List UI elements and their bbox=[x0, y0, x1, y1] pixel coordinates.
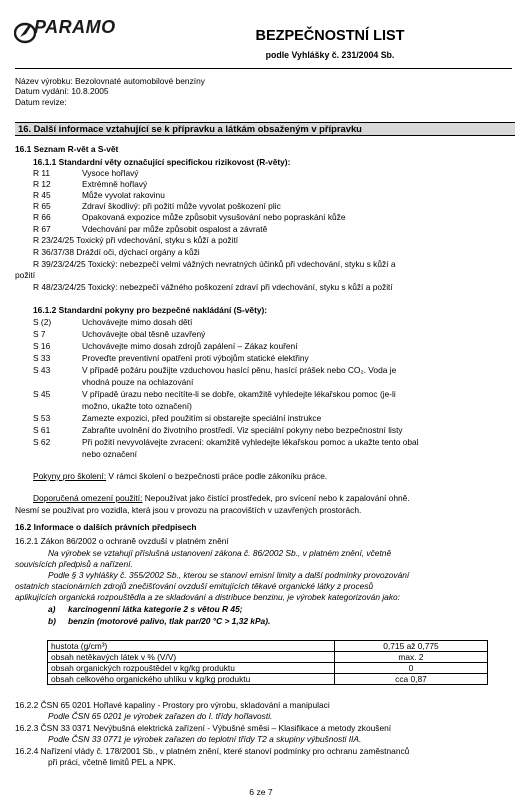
s-code: S 62 bbox=[33, 437, 51, 447]
heading-16-2: 16.2 Informace o dalších právních předpisech bbox=[15, 522, 197, 532]
property-value: 0 bbox=[335, 663, 488, 674]
r-code: R 45 bbox=[33, 190, 51, 200]
document-meta bbox=[15, 76, 205, 107]
r-combined: R 39/23/24/25 Toxický: nebezpečí velmi vážných nevratných účinků při vdechování, styku s kůží a bbox=[33, 259, 396, 269]
s-text: nebo označení bbox=[82, 449, 137, 459]
property-value: cca 0,87 bbox=[335, 674, 488, 685]
table-row bbox=[48, 663, 488, 674]
heading-16-1: 16.1 Seznam R-vět a S-vět bbox=[15, 144, 119, 154]
table-row bbox=[48, 641, 488, 652]
r-combined: požití bbox=[15, 270, 36, 280]
property-name: obsah celkového organického uhlíku v kg/kg produktu bbox=[48, 674, 335, 685]
r-combined: R 23/24/25 Toxický při vdechování, styku s kůží a požití bbox=[33, 235, 239, 245]
property-value: max. 2 bbox=[335, 652, 488, 663]
training-note bbox=[33, 471, 327, 481]
s-code: S 53 bbox=[33, 413, 51, 423]
r-code: R 67 bbox=[33, 224, 51, 234]
heading-s-phrases: 16.1.2 Standardní pokyny pro bezpečné nakládání (S-věty): bbox=[33, 305, 268, 315]
law-text: při práci, včetně limitů PEL a NPK. bbox=[48, 757, 176, 767]
r-combined: R 48/23/24/25 Toxický: nebezpečí vážného poškození zdraví při vdechování, styku s kůží a požití bbox=[33, 282, 393, 292]
training-label: Pokyny pro školení: bbox=[33, 471, 107, 481]
r-text: Vysoce hořlavý bbox=[82, 168, 139, 178]
r-code: R 11 bbox=[33, 168, 51, 178]
property-name: obsah netěkavých látek v % (V/V) bbox=[48, 652, 335, 663]
law-text: Na výrobek se vztahují příslušná ustanovení zákona č. 86/2002 Sb., v platném znění, včetně bbox=[48, 548, 392, 558]
s-code: S 45 bbox=[33, 389, 51, 399]
s-text: možno, ukažte toto označení) bbox=[82, 401, 192, 411]
s-code: S 61 bbox=[33, 425, 51, 435]
r-text: Může vyvolat rakovinu bbox=[82, 190, 165, 200]
property-value: 0,715 až 0,775 bbox=[335, 641, 488, 652]
document-title: BEZPEČNOSTNÍ LIST bbox=[255, 28, 405, 44]
table-row bbox=[48, 674, 488, 685]
s-text: Zabraňte uvolnění do životního prostředí. Viz speciální pokyny nebo bezpečnostní listy bbox=[82, 425, 403, 435]
product-name: Název výrobku: Bezolovnaté automobilové benzíny bbox=[15, 76, 205, 86]
s-text: Uchovávejte mimo dosah zdrojů zapálení – Zákaz kouření bbox=[82, 341, 298, 351]
s-text: Zamezte expozici, před použitím si obstarejte speciální instrukce bbox=[82, 413, 322, 423]
s-code: S 33 bbox=[33, 353, 51, 363]
page-number: 6 ze 7 bbox=[249, 787, 273, 797]
s-code: S 16 bbox=[33, 341, 51, 351]
header-divider bbox=[15, 68, 512, 69]
issue-date: Datum vydání: 10.8.2005 bbox=[15, 86, 109, 97]
s-text: V případě požáru použijte vzduchovou hasící pěnu, hasící prášek nebo CO₂. Voda je bbox=[82, 365, 397, 375]
s-code: S 7 bbox=[33, 329, 46, 339]
category-a-label: a) bbox=[48, 604, 56, 614]
law-text: souvisících předpisů a nařízení. bbox=[15, 559, 133, 569]
s-text: Proveďte preventivní opatření proti výbojům statické elektřiny bbox=[82, 353, 309, 363]
training-text: V rámci školení o bezpečnosti práce podle zákoníku práce. bbox=[106, 471, 328, 481]
s-text: vhodná pouze na ochlazování bbox=[82, 377, 194, 387]
s-text: Při požití nevyvolávejte zvracení: okamžitě vyhledejte lékařskou pomoc a ukažte tento obal bbox=[82, 437, 419, 447]
r-combined: R 36/37/38 Dráždí oči, dýchací orgány a kůži bbox=[33, 247, 200, 257]
r-text: Zdraví škodlivý: při požití může vyvolat poškození plic bbox=[82, 201, 281, 211]
law-16-2-1: 16.2.1 Zákon 86/2002 o ochraně ovzduší v platném znění bbox=[15, 536, 229, 546]
s-code: S (2) bbox=[33, 317, 52, 327]
usage-text: Nepoužívat jako čistící prostředek, pro svícení nebo k zapalování ohně. bbox=[142, 493, 410, 503]
law-text: Podle ČSN 65 0201 je výrobek zařazen do I. třídy hořlavosti. bbox=[48, 711, 273, 721]
category-b-label: b) bbox=[48, 616, 56, 626]
law-text: Podle ČSN 33 0771 je výrobek zařazen do teplotní třídy T2 a skupiny výbušnosti IIA. bbox=[48, 734, 362, 744]
r-text: Extrémně hořlavý bbox=[82, 179, 148, 189]
law-16-2-4: 16.2.4 Nařízení vlády č. 178/2001 Sb., v platném znění, které stanoví podmínky pro ochranu zaměstnanců bbox=[15, 746, 410, 756]
heading-r-phrases: 16.1.1 Standardní věty označující specifickou rizikovost (R-věty): bbox=[33, 157, 291, 167]
usage-note bbox=[33, 493, 410, 503]
s-text: V případě úrazu nebo necítíte-li se dobře, okamžitě vyhledejte lékařskou pomoc (je-li bbox=[82, 389, 396, 399]
property-name: hustota (g/cm³) bbox=[48, 641, 335, 652]
s-code: S 43 bbox=[33, 365, 51, 375]
law-text: Podle § 3 vyhlášky č. 355/2002 Sb., kterou se stanoví emisní limity a další podmínky provozování bbox=[48, 570, 410, 580]
revision-date: Datum revize: bbox=[15, 96, 67, 107]
table-row bbox=[48, 652, 488, 663]
r-code: R 12 bbox=[33, 179, 51, 189]
r-text: Opakovaná expozice může způsobit vysušování nebo popraskání kůže bbox=[82, 212, 346, 222]
law-16-2-2: 16.2.2 ČSN 65 0201 Hořlavé kapaliny - Prostory pro výrobu, skladování a manipulaci bbox=[15, 700, 330, 710]
s-text: Uchovávejte mimo dosah dětí bbox=[82, 317, 193, 327]
usage-label: Doporučená omezení použití: bbox=[33, 493, 143, 503]
category-a: karcinogenní látka kategorie 2 s větou R 45; bbox=[68, 604, 243, 614]
properties-table bbox=[47, 640, 488, 685]
s-text: Uchovávejte obal těsně uzavřený bbox=[82, 329, 206, 339]
document-subtitle: podle Vyhlášky č. 231/2004 Sb. bbox=[265, 50, 395, 60]
law-text: ostatních stacionárních zdrojů znečišťování ovzduší emitujících těkavé organické látky z procesů bbox=[15, 581, 374, 591]
r-code: R 66 bbox=[33, 212, 51, 222]
usage-text-2: Nesmí se používat pro vozidla, která jsou v provozu na pracovištích v uzavřených prostorách. bbox=[15, 505, 362, 515]
logo-text: PARAMO bbox=[34, 17, 116, 37]
section-16-title: 16. Další informace vztahující se k přípravku a látkám obsaženým v přípravku bbox=[15, 122, 515, 136]
r-code: R 65 bbox=[33, 201, 51, 211]
r-text: Vdechování par může způsobit ospalost a závratě bbox=[82, 224, 268, 234]
category-b: benzin (motorové palivo, tlak par/20 °C > 1,32 kPa). bbox=[68, 616, 271, 626]
property-name: obsah organických rozpouštědel v kg/kg produktu bbox=[48, 663, 335, 674]
law-16-2-3: 16.2.3 ČSN 33 0371 Nevýbušná elektrická zařízení - Výbušné směsi – Klasifikace a metody zkoušení bbox=[15, 723, 392, 733]
law-text: aplikujících organická rozpouštědla a ze skladování a distribuce benzinu, je výrobek kategorizován jako: bbox=[15, 592, 401, 602]
